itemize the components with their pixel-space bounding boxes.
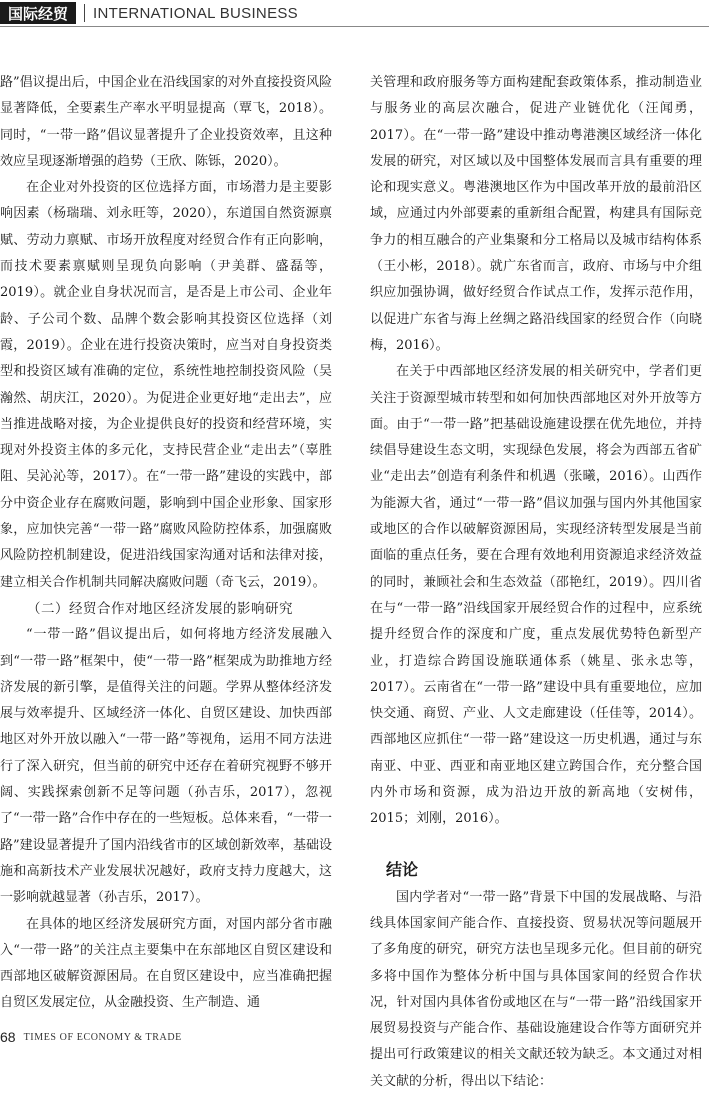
page-number: 68 [0,1029,16,1045]
left-paragraph-3: “一带一路”倡议提出后，如何将地方经济发展融入到“一带一路”框架中，使“一带一路”框架成为助推地方经济发展的新引擎，是值得关注的问题。学界从整体经济发展与效率提升、区域经济一体化、自贸区建设、加快西部地区对外开放以融入“一带一路”等视角，运用不同方法进行了深入研究，但当前的研究中还存在着研究视野不够开阔、实践探索创新不足等问题（孙吉乐，2017），忽视了“一带一路”合作中存在的一些短板。总体来看，“一带一路”建设显著提升了国内沿线省市的区域创新效率，基础设施和高新技术产业发展状况越好，政府支持力度越大，这一影响就越显著（孙吉乐，2017）。 [0,627,332,906]
right-paragraph-2: 在关于中西部地区经济发展的相关研究中，学者们更关注于资源型城市转型和如何加快西部地区对外开放等方面。由于“一带一路”把基础设施建设摆在优先地位，并持续倡导建设生态文明，实现绿色发展，将会为西部五省矿业“走出去”创造有利条件和机遇（张曦，2016）。山西作为能源大省，通过“一带一路”倡议加强与国内外其他国家或地区的合作以破解资源困局，实现经济转型发展是当前面临的重点任务，要在合理有效地利用资源追求经济效益的同时，兼顾社会和生态效益（邵艳红，2019）。四川省在与“一带一路”沿线国家开展经贸合作的过程中，应系统提升经贸合作的深度和广度，重点发展优势特色新型产业，打造综合跨国设施联通体系（姚星、张永忠等，2017）。云南省在“一带一路”建设中具有重要地位，应加快交通、商贸、产业、人文走廊建设（任佳等，2014）。西部地区应抓住“一带一路”建设这一历史机遇，通过与东南亚、中亚、西亚和南亚地区建立跨国合作，充分整合国内外市场和资源，成为沿边开放的新高地（安树伟，2015；刘刚，2016）。 [370,364,702,827]
right-paragraph-1: 关管理和政府服务等方面构建配套政策体系，推动制造业与服务业的高层次融合，促进产业链优化（汪闻勇，2017）。在“一带一路”建设中推动粤港澳区域经济一体化发展的研究，对区域以及中国整体发展而言具有重要的理论和现实意义。粤港澳地区作为中国改革开放的最前沿区域，应通过内外部要素的重新组合配置，构建具有国际竞争力的相互融合的产业集聚和分工格局以及城市结构体系（王小彬，2018）。就广东省而言，政府、市场与中介组织应加强协调，做好经贸合作试点工作，发挥示范作用，以促进广东省与海上丝绸之路沿线国家的经贸合作（向晓梅，2016）。 [370,75,702,353]
subsection-heading: （二）经贸合作对地区经济发展的影响研究 [27,600,293,617]
left-paragraph-1: 路”倡议提出后，中国企业在沿线国家的对外直接投资风险显著降低，全要素生产率水平明显提高（覃飞，2018）。同时，“一带一路”倡议显著提升了企业投资效率，且这种效应呈现逐渐增强的趋势（王欣、陈铄，2020）。 [0,75,332,169]
right-column [370,70,702,1095]
conclusion-heading: 结论 [386,859,419,879]
header-divider [84,4,85,22]
page-footer [0,1026,709,1048]
section-tag: 国际经贸 [0,2,76,24]
left-column [0,70,332,1017]
left-paragraph-4: 在具体的地区经济发展研究方面，对国内部分省市融入“一带一路”的关注点主要集中在东部地区自贸区建设和西部地区破解资源困局。在自贸区建设中，应当准确把握自贸区发展定位，从金融投资、生产制造、通 [0,916,332,1011]
section-english-title: INTERNATIONAL BUSINESS [93,4,298,22]
right-paragraph-3: 国内学者对“一带一路”背景下中国的发展战略、与沿线具体国家间产能合作、直接投资、贸易状况等问题展开了多角度的研究，研究方法也呈现多元化。但目前的研究多将中国作为整体分析中国与具体国家间的经贸合作状况，针对国内具体省份或地区在与“一带一路”沿线国家开展贸易投资与产能合作、基础设施建设合作等方面研究并提出可行政策建议的相关文献还较为缺乏。本文通过对相关文献的分析，得出以下结论： [370,889,702,1089]
page-header [0,0,709,27]
journal-name: TIMES OF ECONOMY & TRADE [23,1031,182,1043]
left-paragraph-2: 在企业对外投资的区位选择方面，市场潜力是主要影响因素（杨瑞瑞、刘永旺等，2020），东道国自然资源禀赋、劳动力禀赋、市场开放程度对经贸合作有正向影响，而技术要素禀赋则呈现负向影响（尹美群、盛磊等，2019）。就企业自身状况而言，是否是上市公司、企业年龄、子公司个数、品牌个数会影响其投资区位选择（刘霞，2019）。企业在进行投资决策时，应当对自身投资类型和投资区域有准确的定位，系统性地控制投资风险（吴瀚然、胡庆江，2020）。为促进企业更好地“走出去”，应当推进战略对接，为企业提供良好的投资和经营环境，实现对外投资主体的多元化，支持民营企业“走出去”（辜胜阻、吴沁沁等，2017）。在“一带一路”建设的实践中，部分中资企业存在腐败问题，影响到中国企业形象、国家形象，应加快完善“一带一路”腐败风险防控体系，加强腐败风险防控机制建设，促进沿线国家沟通对话和法律对接，建立相关合作机制共同解决腐败问题（奇飞云，2019）。 [0,180,332,590]
